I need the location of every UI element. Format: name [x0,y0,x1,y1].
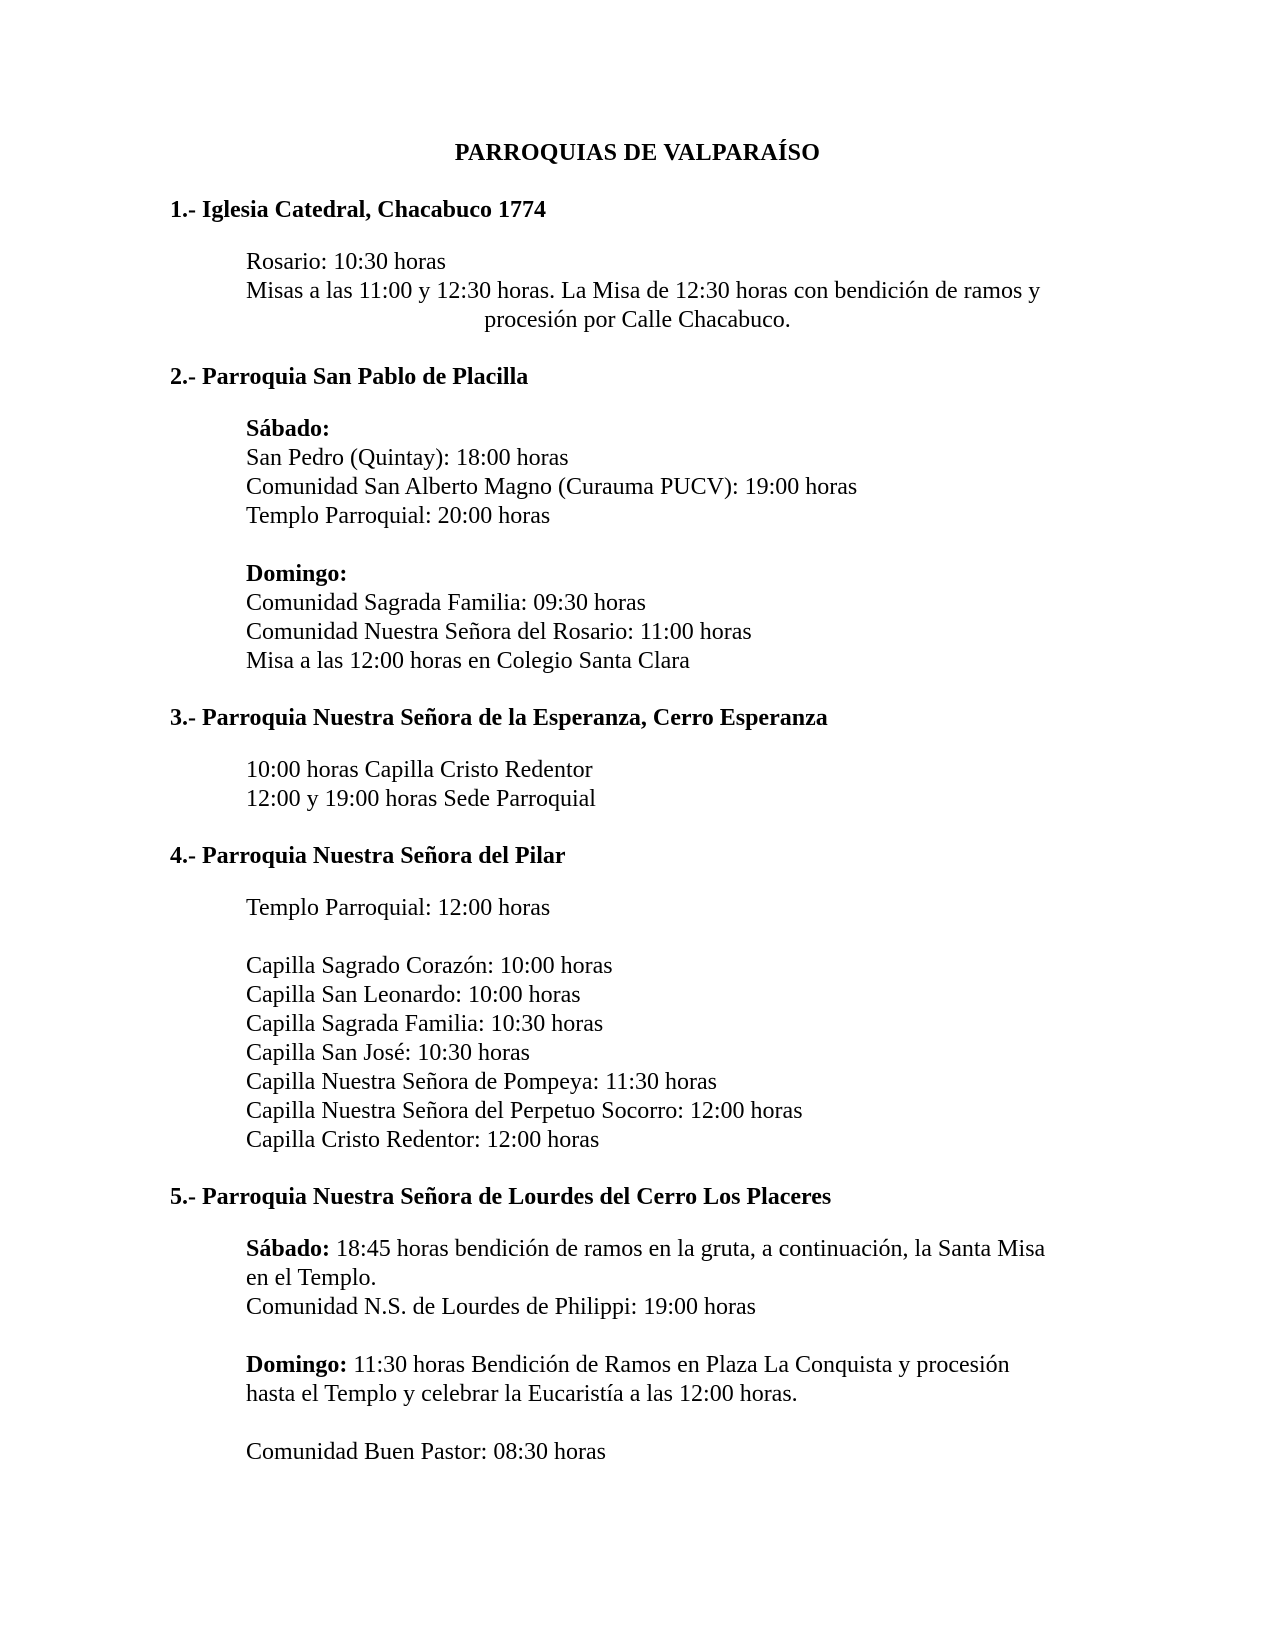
schedule-line: Capilla Sagrado Corazón: 10:00 horas [246,953,613,979]
day-label: Domingo: [246,561,348,587]
schedule-line-centered: procesión por Calle Chacabuco. [484,307,791,333]
day-label: Sábado: [246,1236,331,1262]
section-san-pablo-placilla [170,363,1105,676]
section-lourdes-placeres [170,1183,1105,1467]
schedule-line: Misas a las 11:00 y 12:30 horas. La Misa de 12:30 horas con bendición de ramos y [246,278,1041,304]
schedule-line: Comunidad Sagrada Familia: 09:30 horas [246,590,646,616]
schedule-line: 12:00 y 19:00 horas Sede Parroquial [246,786,596,812]
schedule-block [246,248,1105,306]
section-iglesia-catedral [170,196,1105,335]
document-title: PARROQUIAS DE VALPARAÍSO [454,140,821,166]
schedule-line [246,1235,1105,1264]
schedule-line: Rosario: 10:30 horas [246,249,446,275]
schedule-line: Capilla Cristo Redentor: 12:00 horas [246,1127,600,1153]
schedule-line: Comunidad Nuestra Señora del Rosario: 11:00 horas [246,619,752,645]
schedule-line: 10:00 horas Capilla Cristo Redentor [246,757,593,783]
schedule-text: 18:45 horas bendición de ramos en la gruta, a continuación, la Santa Misa [336,1236,1046,1262]
schedule-block [246,756,1105,814]
schedule-line: Misa a las 12:00 horas en Colegio Santa Clara [246,648,690,674]
schedule-line: Capilla San Leonardo: 10:00 horas [246,982,581,1008]
section-heading: 5.- Parroquia Nuestra Señora de Lourdes del Cerro Los Placeres [170,1184,832,1210]
day-label: Sábado: [246,416,331,442]
schedule-line: Templo Parroquial: 12:00 horas [246,895,551,921]
schedule-line: Capilla Nuestra Señora del Perpetuo Socorro: 12:00 horas [246,1098,803,1124]
schedule-line [246,1351,1105,1380]
section-esperanza [170,704,1105,814]
schedule-line: Capilla Nuestra Señora de Pompeya: 11:30 horas [246,1069,717,1095]
section-heading: 4.- Parroquia Nuestra Señora del Pilar [170,843,566,869]
section-heading: 1.- Iglesia Catedral, Chacabuco 1774 [170,197,546,223]
saturday-schedule-block [246,1235,1105,1322]
final-schedule-block [246,1438,1105,1467]
section-pilar [170,842,1105,1155]
schedule-line: Capilla San José: 10:30 horas [246,1040,530,1066]
day-label: Domingo: [246,1352,348,1378]
schedule-text: 11:30 horas Bendición de Ramos en Plaza La Conquista y procesión [353,1352,1010,1378]
schedule-line: Templo Parroquial: 20:00 horas [246,503,551,529]
saturday-schedule-block [246,415,1105,531]
section-heading: 2.- Parroquia San Pablo de Placilla [170,364,529,390]
schedule-line: Capilla Sagrada Familia: 10:30 horas [246,1011,604,1037]
schedule-line: Comunidad San Alberto Magno (Curauma PUCV): 19:00 horas [246,474,858,500]
sunday-schedule-block [246,560,1105,676]
schedule-line: San Pedro (Quintay): 18:00 horas [246,445,569,471]
schedule-line: hasta el Templo y celebrar la Eucaristía a las 12:00 horas. [246,1381,798,1407]
templo-schedule-block [246,894,1105,923]
sunday-schedule-block [246,1351,1105,1409]
schedule-line: Comunidad N.S. de Lourdes de Philippi: 19:00 horas [246,1294,756,1320]
capillas-schedule-block [246,952,1105,1155]
schedule-line: en el Templo. [246,1265,377,1291]
section-heading: 3.- Parroquia Nuestra Señora de la Esperanza, Cerro Esperanza [170,705,828,731]
schedule-line: Comunidad Buen Pastor: 08:30 horas [246,1439,606,1465]
